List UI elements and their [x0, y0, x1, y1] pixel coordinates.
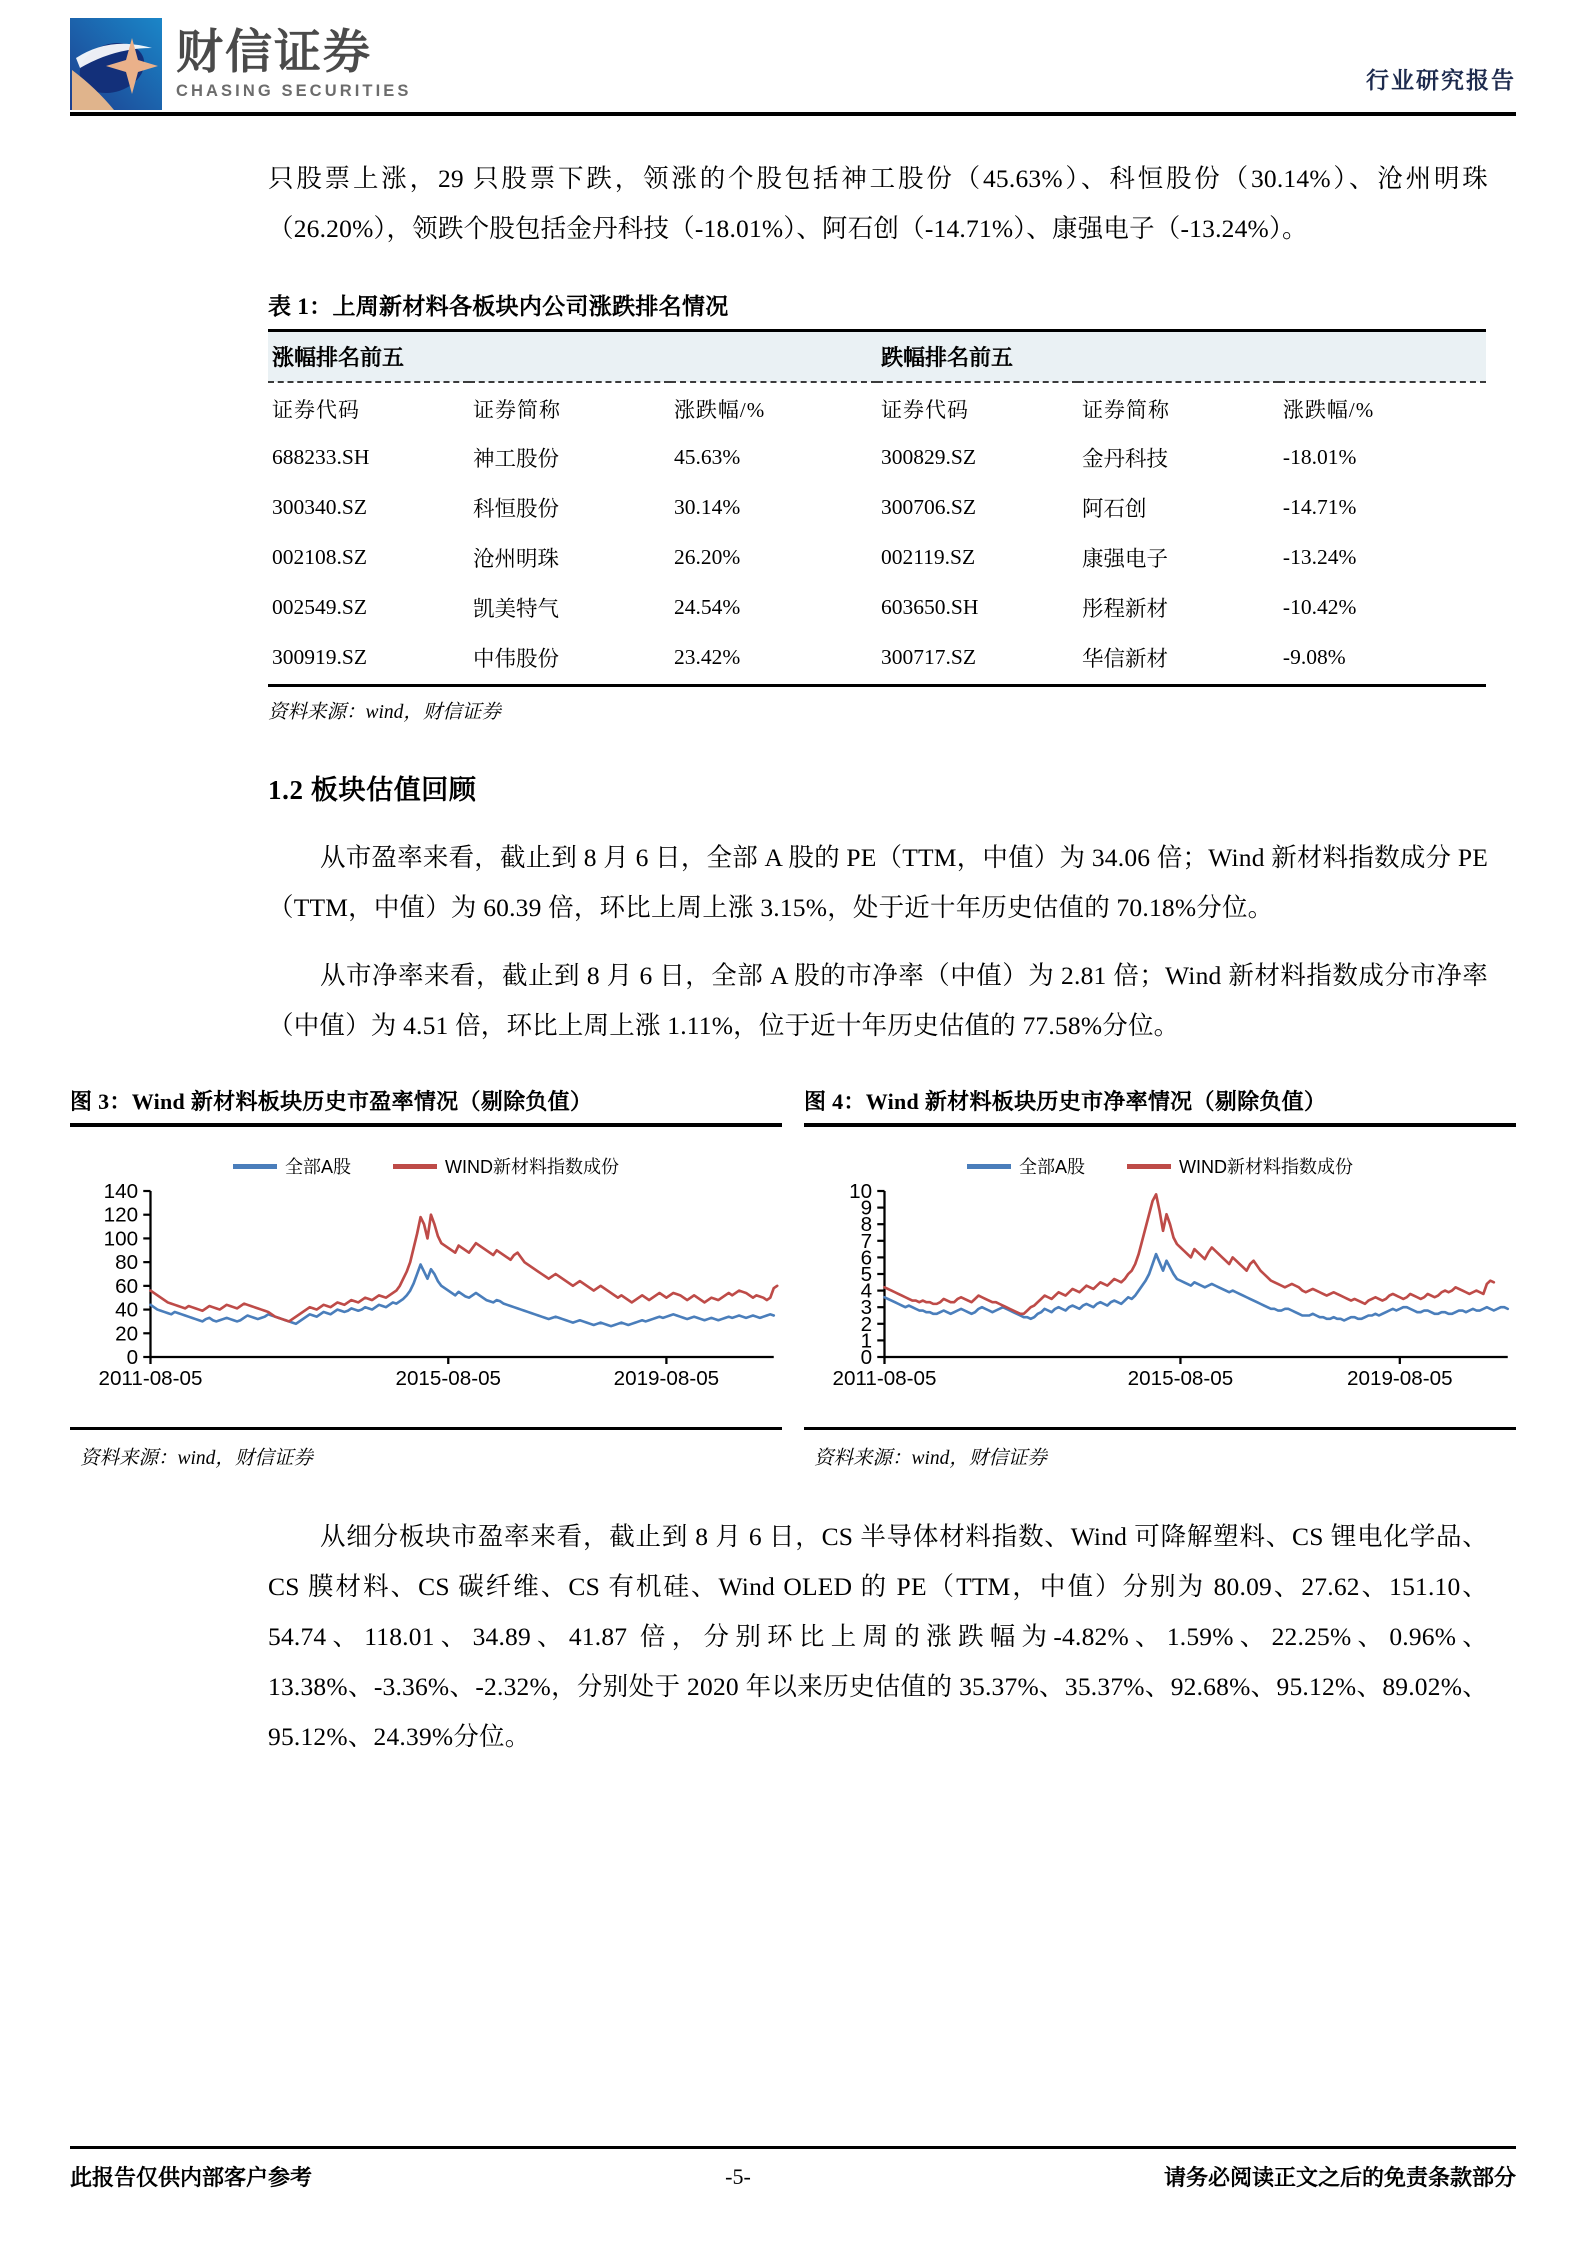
figure-4-legend: [804, 1127, 1516, 1179]
cell: 华信新材: [1078, 632, 1279, 686]
col-header-2: 涨跌幅/%: [670, 382, 877, 432]
legend-item-series-a: [967, 1153, 1085, 1179]
cell: 沧州明珠: [472, 547, 559, 571]
cell: 300919.SZ: [268, 632, 469, 686]
svg-text:0: 0: [126, 1347, 139, 1369]
footer-left-note: 此报告仅供内部客户参考: [70, 2165, 313, 2190]
cell: 300340.SZ: [272, 495, 367, 519]
svg-text:1: 1: [860, 1330, 873, 1353]
pe-paragraph: 从市盈率来看，截止到 8 月 6 日，全部 A 股的 PE（TTM，中值）为 34.06 倍；Wind 新材料指数成分 PE（TTM，中值）为 60.39 倍，环比上周上涨 3.15%，处于近十年历史估值的 70.18%分位。: [268, 843, 1488, 922]
cell: 300717.SZ: [877, 632, 1078, 686]
svg-text:120: 120: [103, 1204, 139, 1227]
legend-swatch-blue-icon: [233, 1164, 277, 1169]
legend-label-a: 全部A股: [284, 1157, 351, 1177]
legend-label-a: 全部A股: [1018, 1157, 1085, 1177]
svg-text:7: 7: [860, 1231, 873, 1253]
svg-text:80: 80: [115, 1252, 139, 1275]
closing-paragraph: 从细分板块市盈率来看，截止到 8 月 6 日，CS 半导体材料指数、Wind 可降解塑料、CS 锂电化学品、CS 膜材料、CS 碳纤维、CS 有机硅、Wind OLED 的 PE（TTM，中值）分别为 80.09、27.62、151.10、54.74、118.01、34.89、41.87 倍，分别环比上周的涨跌幅为-4.82%、1.59%、22.25%、0.96%、13.38%、-3.36%、-2.32%，分别处于 2020 年以来历史估值的 35.37%、35.37%、92.68%、95.12%、89.02%、95.12%、24.39%分位。: [268, 1522, 1488, 1751]
svg-text:3: 3: [860, 1297, 873, 1320]
cell: 688233.SH: [272, 445, 370, 469]
table-row: [268, 582, 1486, 632]
figure-4-plot: [804, 1183, 1516, 1393]
cell: 中伟股份: [469, 632, 670, 686]
pb-block: [70, 951, 1516, 1051]
cell: 24.54%: [673, 595, 741, 619]
legend-item-series-b: [1127, 1153, 1353, 1179]
col-header-3: 证券代码: [877, 382, 1078, 432]
cell: 彤程新材: [1081, 597, 1168, 621]
col-header-5: 涨跌幅/%: [1279, 382, 1486, 432]
cell: 300706.SZ: [880, 495, 976, 519]
svg-text:2019-08-05: 2019-08-05: [1347, 1368, 1453, 1390]
col-header-0: 证券代码: [268, 382, 469, 432]
intro-block: [70, 154, 1516, 254]
cell: 45.63%: [673, 445, 741, 469]
svg-text:5: 5: [860, 1264, 873, 1286]
cell: 阿石创: [1081, 497, 1147, 521]
table-column-header-row: [268, 382, 1486, 432]
svg-text:2019-08-05: 2019-08-05: [613, 1368, 720, 1390]
svg-text:9: 9: [860, 1197, 873, 1220]
group-header-losers: 跌幅排名前五: [877, 331, 1486, 383]
svg-text:2011-08-05: 2011-08-05: [98, 1368, 203, 1390]
cell: 30.14%: [673, 495, 741, 519]
cell: 002119.SZ: [880, 545, 976, 569]
col-header-4: 证券简称: [1078, 382, 1279, 432]
cell: -13.24%: [1282, 545, 1357, 569]
page-header: [0, 0, 1586, 130]
page-body: [0, 154, 1586, 1762]
legend-swatch-red-icon: [393, 1164, 437, 1169]
page-footer: [70, 2146, 1516, 2192]
legend-swatch-red-icon: [1127, 1164, 1171, 1169]
logo-text-cn: 财信证券: [176, 25, 372, 79]
page-number: -5-: [725, 2163, 751, 2189]
legend-item-series-a: [233, 1153, 351, 1179]
figure-3-body: [70, 1127, 782, 1427]
svg-text:20: 20: [115, 1323, 139, 1346]
closing-block: [70, 1512, 1516, 1762]
figure-3-plot: [70, 1183, 782, 1393]
cell: 002108.SZ: [272, 545, 367, 569]
cell: 26.20%: [673, 545, 741, 569]
svg-text:140: 140: [103, 1183, 139, 1203]
legend-label-b: WIND新材料指数成份: [1179, 1157, 1353, 1177]
figure-3: [70, 1085, 782, 1470]
table-row: [268, 432, 1486, 482]
figure-4: [804, 1085, 1516, 1470]
cell: 603650.SH: [880, 595, 979, 619]
intro-paragraph: 只股票上涨，29 只股票下跌，领涨的个股包括神工股份（45.63%）、科恒股份（30.14%）、沧州明珠（26.20%），领跌个股包括金丹科技（-18.01%）、阿石创（-14.71%）、康强电子（-13.24%）。: [268, 164, 1488, 243]
footer-right-note: 请务必阅读正文之后的免责条款部分: [1163, 2165, 1516, 2190]
table1-wrapper: [268, 329, 1486, 687]
figure-4-title: 图 4：Wind 新材料板块历史市净率情况（剔除负值）: [804, 1089, 1327, 1114]
pe-block: [70, 833, 1516, 933]
figure-3-legend: [70, 1127, 782, 1179]
table-row: [268, 532, 1486, 582]
svg-text:40: 40: [115, 1299, 139, 1322]
rank-table: [268, 329, 1486, 687]
cell: 23.42%: [670, 632, 877, 686]
report-type-label: 行业研究报告: [1366, 68, 1516, 93]
cell: 300829.SZ: [880, 445, 976, 469]
figure-4-source: 资料来源：wind，财信证券: [814, 1448, 1047, 1469]
cell: 康强电子: [1081, 547, 1168, 571]
table1-caption: 表 1：上周新材料各板块内公司涨跌排名情况: [268, 294, 729, 319]
svg-text:60: 60: [115, 1276, 139, 1298]
svg-text:2011-08-05: 2011-08-05: [832, 1368, 937, 1390]
table-group-header-row: [268, 331, 1486, 383]
cell: 002549.SZ: [272, 595, 367, 619]
svg-text:6: 6: [860, 1247, 873, 1270]
table1-source: 资料来源：wind，财信证券: [268, 702, 501, 723]
legend-label-b: WIND新材料指数成份: [445, 1157, 619, 1177]
cell: -9.08%: [1279, 632, 1486, 686]
col-header-1: 证券简称: [469, 382, 670, 432]
section-heading-1-2: 1.2 板块估值回顾: [268, 775, 477, 805]
svg-text:4: 4: [860, 1280, 873, 1303]
cell: -18.01%: [1282, 445, 1357, 469]
group-header-gainers: 涨幅排名前五: [268, 331, 877, 383]
svg-text:2: 2: [860, 1314, 873, 1336]
chasing-securities-logo-icon: [70, 18, 162, 110]
figures-row: [70, 1085, 1516, 1470]
legend-swatch-blue-icon: [967, 1164, 1011, 1169]
legend-item-series-b: [393, 1153, 619, 1179]
company-logo: [70, 18, 1516, 110]
svg-text:10: 10: [849, 1183, 873, 1203]
svg-text:0: 0: [860, 1347, 873, 1369]
figure-3-source: 资料来源：wind，财信证券: [80, 1448, 313, 1469]
table-row: [268, 482, 1486, 532]
cell: -10.42%: [1282, 595, 1357, 619]
footer-divider: [70, 2146, 1516, 2149]
svg-text:2015-08-05: 2015-08-05: [395, 1368, 502, 1390]
cell: -14.71%: [1282, 495, 1357, 519]
logo-text-en: CHASING SECURITIES: [176, 81, 412, 100]
header-divider: [70, 112, 1516, 116]
cell: 科恒股份: [472, 497, 559, 521]
table-row: [268, 632, 1486, 686]
cell: 凯美特气: [472, 597, 559, 621]
figure-3-title: 图 3：Wind 新材料板块历史市盈率情况（剔除负值）: [70, 1089, 593, 1114]
svg-text:8: 8: [860, 1214, 873, 1237]
pb-paragraph: 从市净率来看，截止到 8 月 6 日，全部 A 股的市净率（中值）为 2.81 倍；Wind 新材料指数成分市净率（中值）为 4.51 倍，环比上周上涨 1.11%，位于近十年历史估值的 77.58%分位。: [268, 961, 1488, 1040]
figure-4-body: [804, 1127, 1516, 1427]
svg-text:2015-08-05: 2015-08-05: [1127, 1368, 1234, 1390]
svg-text:100: 100: [103, 1228, 139, 1251]
cell: 金丹科技: [1081, 447, 1168, 471]
cell: 神工股份: [472, 447, 559, 471]
